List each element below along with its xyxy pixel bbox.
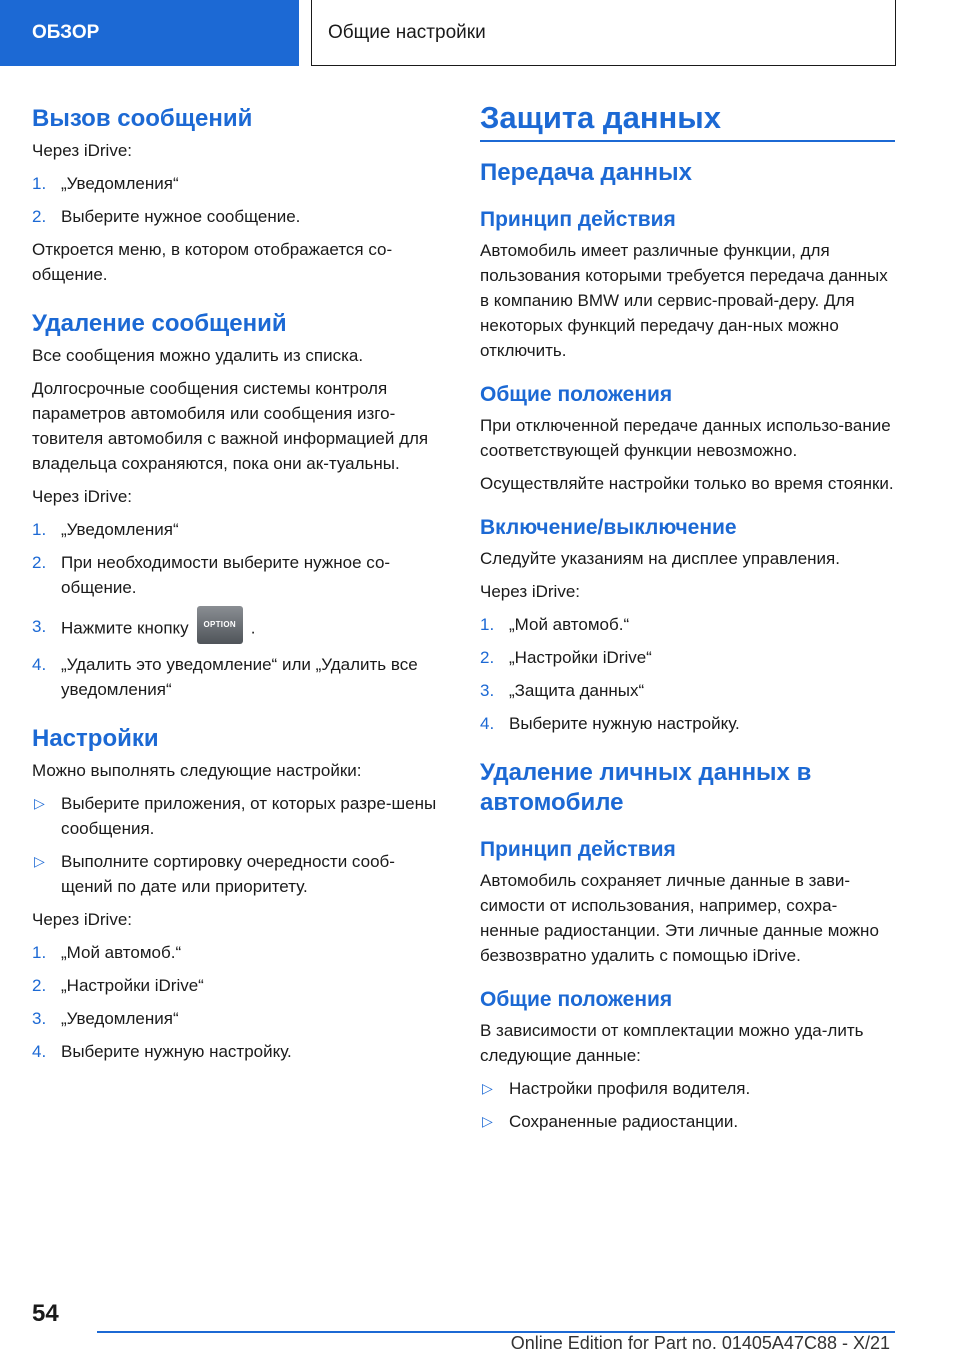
list-item — [32, 849, 440, 899]
step-text: „Настройки iDrive“ — [509, 648, 652, 667]
steps-list — [32, 517, 440, 702]
step-text: „Мой автомоб.“ — [61, 943, 182, 962]
heading-delete-personal-data: Удаление личных данных в автомобиле — [480, 759, 812, 816]
steps-list — [32, 171, 440, 229]
list-item — [32, 550, 440, 600]
heading-delete-messages: Удаление сообщений — [32, 310, 287, 337]
paragraph: Можно выполнять следующие настройки: — [32, 761, 362, 780]
paragraph: Через iDrive: — [480, 582, 581, 601]
steps-list — [480, 612, 895, 736]
list-item — [480, 612, 895, 637]
option-button-icon: OPTION — [197, 606, 243, 644]
heading-call-messages: Вызов сообщений — [32, 105, 253, 132]
list-item — [480, 711, 895, 736]
left-column — [32, 98, 440, 1072]
list-item — [32, 973, 440, 998]
list-item — [480, 678, 895, 703]
paragraph: Автомобиль сохраняет личные данные в зави-симости от использования, например, сохра-ненные радиостанции. Эти личные данные можно безвозвратно удалить с помощью iDrive. — [480, 871, 879, 965]
list-item — [32, 517, 440, 542]
heading-principle: Принцип действия — [480, 838, 676, 861]
triangle-bullet-icon: ▷ — [34, 853, 45, 869]
step-number: 3. — [480, 681, 495, 700]
step-text: „Удалить это уведомление“ или „Удалить все уведомления“ — [61, 655, 418, 699]
footer-edition: Online Edition for Part no. 01405A47C88 - X/21 — [510, 1333, 890, 1353]
step-text: При необходимости выберите нужное со-общение. — [61, 553, 391, 597]
paragraph: Через iDrive: — [32, 487, 133, 506]
step-text: Выберите нужную настройку. — [61, 1042, 292, 1061]
heading-on-off: Включение/выключение — [480, 516, 737, 539]
step-number: 3. — [32, 617, 47, 636]
bullet-text: Сохраненные радиостанции. — [509, 1112, 739, 1131]
heading-data-protection: Защита данных — [480, 98, 895, 142]
triangle-bullet-icon: ▷ — [34, 795, 45, 811]
step-text: „Защита данных“ — [509, 681, 645, 700]
paragraph: Осуществляйте настройки только во время стоянки. — [480, 474, 894, 493]
section-label: ОБЗОР — [32, 22, 100, 43]
list-item — [32, 791, 440, 841]
chapter-title-text: Общие настройки — [328, 21, 486, 43]
step-number: 1. — [32, 943, 47, 962]
steps-list — [32, 940, 440, 1064]
paragraph: Следуйте указаниям на дисплее управления. — [480, 549, 840, 568]
paragraph: Через iDrive: — [32, 141, 133, 160]
list-item — [32, 204, 440, 229]
bullet-list — [32, 791, 440, 899]
bullet-text: Выберите приложения, от которых разре-шены сообщения. — [61, 794, 437, 838]
list-item — [32, 1039, 440, 1064]
step-text: „Уведомления“ — [61, 520, 179, 539]
list-item — [480, 1109, 895, 1134]
section-tab — [0, 0, 299, 66]
step-text: „Мой автомоб.“ — [509, 615, 630, 634]
list-item — [480, 645, 895, 670]
right-column — [480, 98, 895, 1142]
bullet-list — [480, 1076, 895, 1134]
heading-data-transfer: Передача данных — [480, 159, 692, 186]
list-item — [32, 940, 440, 965]
step-number: 2. — [32, 976, 47, 995]
step-number: 1. — [480, 615, 495, 634]
paragraph: Долгосрочные сообщения системы контроля параметров автомобиля или сообщения изго-товителя автомобиля с важной информацией для владельца сохраняются, пока они ак-туальны. — [32, 379, 429, 473]
triangle-bullet-icon: ▷ — [482, 1113, 493, 1129]
paragraph: Через iDrive: — [32, 910, 133, 929]
list-item — [480, 1076, 895, 1101]
bullet-text: Настройки профиля водителя. — [509, 1079, 751, 1098]
list-item — [32, 614, 440, 644]
step-text-end: . — [250, 618, 256, 638]
step-number: 2. — [480, 648, 495, 667]
step-number: 4. — [32, 1042, 47, 1061]
step-text: Выберите нужную настройку. — [509, 714, 740, 733]
heading-general: Общие положения — [480, 988, 673, 1011]
page-number: 54 — [32, 1300, 59, 1327]
list-item — [32, 652, 440, 702]
chapter-title — [311, 0, 896, 66]
triangle-bullet-icon: ▷ — [482, 1080, 493, 1096]
paragraph: При отключенной передаче данных использо-вание соответствующей функции невозможно. — [480, 416, 891, 460]
paragraph: Откроется меню, в котором отображается со-общение. — [32, 240, 393, 284]
step-number: 2. — [32, 207, 47, 226]
step-text: „Настройки iDrive“ — [61, 976, 204, 995]
step-number: 3. — [32, 1009, 47, 1028]
step-number: 1. — [32, 174, 47, 193]
heading-principle: Принцип действия — [480, 208, 676, 231]
heading-general: Общие положения — [480, 383, 673, 406]
paragraph: В зависимости от комплектации можно уда-лить следующие данные: — [480, 1021, 864, 1065]
step-text: „Уведомления“ — [61, 1009, 179, 1028]
heading-settings: Настройки — [32, 725, 159, 752]
step-text: „Уведомления“ — [61, 174, 179, 193]
step-text: Нажмите кнопку — [61, 618, 189, 638]
paragraph: Все сообщения можно удалить из списка. — [32, 346, 364, 365]
step-number: 4. — [32, 655, 47, 674]
list-item — [32, 1006, 440, 1031]
paragraph: Автомобиль имеет различные функции, для пользования которыми требуется передача данных в компанию BMW или сервис-провай-деру. Для некоторых функций передачу дан-ных можно отключить. — [480, 241, 888, 360]
step-number: 1. — [32, 520, 47, 539]
step-number: 2. — [32, 553, 47, 572]
bullet-text: Выполните сортировку очередности сооб-щений по дате или приоритету. — [61, 852, 395, 896]
list-item — [32, 171, 440, 196]
step-text: Выберите нужное сообщение. — [61, 207, 301, 226]
step-number: 4. — [480, 714, 495, 733]
